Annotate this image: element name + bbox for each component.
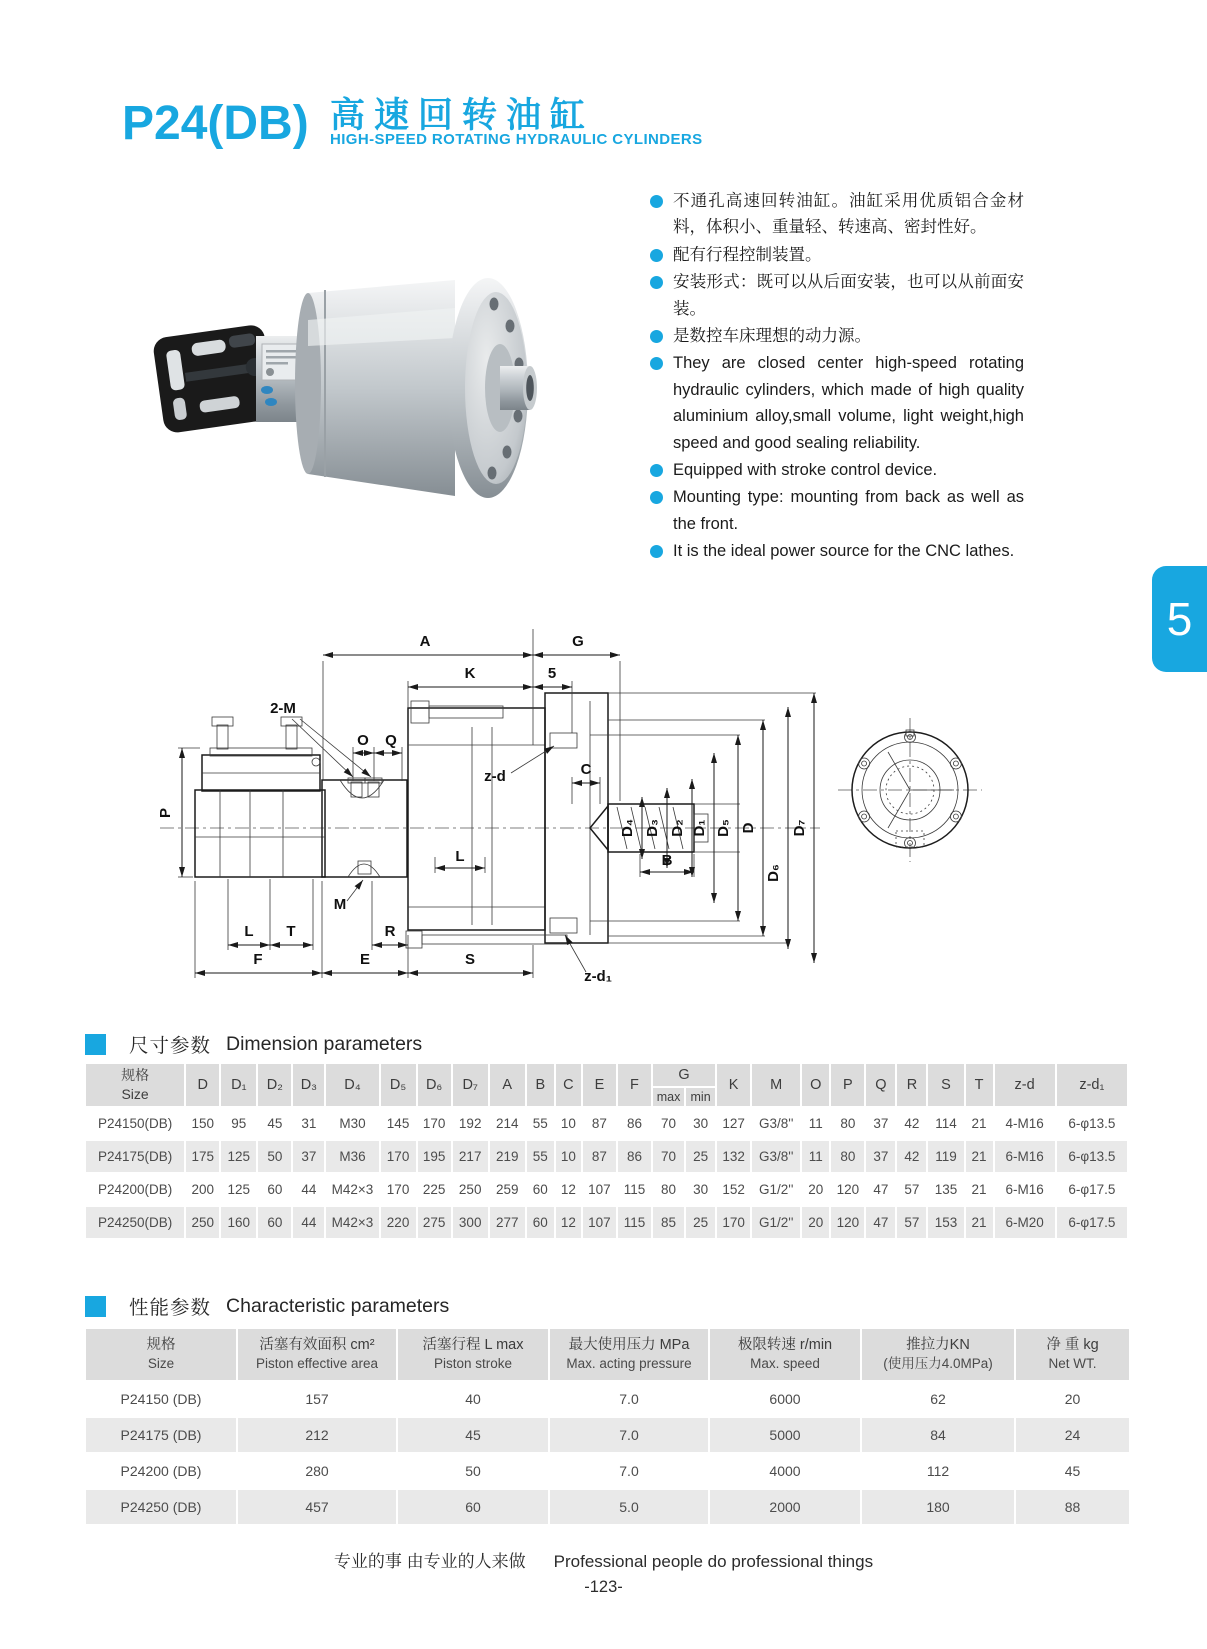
size-cell: P24200(DB) (86, 1174, 184, 1205)
col-m: M (752, 1064, 800, 1106)
dim-label-l2: L (455, 848, 465, 865)
value-cell: 214 (490, 1108, 525, 1139)
value-cell: 119 (928, 1141, 963, 1172)
footer-slogan (0, 1547, 1207, 1572)
col-size: 规格 Size (86, 1064, 184, 1106)
dim-label-e: E (359, 951, 371, 968)
bullet-icon (650, 330, 663, 343)
dim-label-d: D (740, 822, 757, 834)
value-cell: 5.0 (550, 1490, 708, 1524)
characteristic-section-heading (85, 1292, 449, 1320)
col-k: K (717, 1064, 750, 1106)
bullet-icon (650, 545, 663, 558)
section-title-en: Dimension parameters (226, 1032, 423, 1055)
value-cell: 10 (556, 1108, 581, 1139)
dimension-table-header (86, 1064, 1127, 1106)
value-cell: 212 (238, 1418, 396, 1452)
dim-label-zd: z-d (484, 768, 506, 785)
value-cell: 60 (527, 1174, 554, 1205)
dim-label-d5: D₅ (715, 819, 732, 837)
value-cell: 132 (717, 1141, 750, 1172)
value-cell: 12 (556, 1174, 581, 1205)
dim-label-p: P (157, 807, 174, 819)
feature-list (650, 188, 1024, 565)
col-zd: z-d (995, 1064, 1055, 1106)
value-cell: 87 (583, 1141, 616, 1172)
value-cell: M36 (326, 1141, 378, 1172)
dim-label-c: C (580, 761, 592, 778)
value-cell: 6-M16 (995, 1141, 1055, 1172)
table-row (86, 1454, 1129, 1488)
col-char-size: 规格 Size (86, 1329, 236, 1380)
value-cell: 7.0 (550, 1454, 708, 1488)
value-cell: 30 (686, 1174, 715, 1205)
col-a: A (490, 1064, 525, 1106)
value-cell: 115 (618, 1207, 651, 1238)
col-r: R (897, 1064, 926, 1106)
size-cell: P24250 (DB) (86, 1490, 236, 1524)
value-cell: 40 (398, 1382, 548, 1416)
table-row (86, 1141, 1127, 1172)
value-cell: 152 (717, 1174, 750, 1205)
value-cell: 21 (966, 1108, 993, 1139)
technical-drawing (120, 585, 1130, 985)
col-t: T (966, 1064, 993, 1106)
col-d2: D₂ (258, 1064, 291, 1106)
size-cell: P24175(DB) (86, 1141, 184, 1172)
feature-text: 安装形式：既可以从后面安装，也可以从前面安装。 (673, 273, 1024, 318)
value-cell: 300 (453, 1207, 488, 1238)
value-cell: 125 (221, 1141, 256, 1172)
value-cell: 4000 (710, 1454, 860, 1488)
value-cell: 24 (1016, 1418, 1129, 1452)
dim-label-d3: D₃ (644, 819, 661, 837)
value-cell: 21 (966, 1207, 993, 1238)
value-cell: 219 (490, 1141, 525, 1172)
table-row (86, 1108, 1127, 1139)
size-cell: P24150 (DB) (86, 1382, 236, 1416)
dimension-table-body (86, 1108, 1127, 1238)
value-cell: 220 (381, 1207, 416, 1238)
col-net-weight: 净 重 kg Net WT. (1016, 1329, 1129, 1380)
table-row (86, 1207, 1127, 1238)
value-cell: 20 (1016, 1382, 1129, 1416)
bullet-icon (650, 491, 663, 504)
value-cell: 4-M16 (995, 1108, 1055, 1139)
characteristic-table (84, 1327, 1131, 1526)
extension-lines (178, 629, 816, 978)
value-cell: G3/8'' (752, 1141, 800, 1172)
feature-text: 不通孔高速回转油缸。油缸采用优质铝合金材料，体积小、重量轻、转速高、密封性好。 (673, 192, 1024, 237)
value-cell: 10 (556, 1141, 581, 1172)
col-g-min: min (686, 1088, 715, 1106)
distributor-block (322, 778, 407, 877)
value-cell: 250 (453, 1174, 488, 1205)
value-cell: 217 (453, 1141, 488, 1172)
dim-label-q: Q (385, 732, 397, 749)
value-cell: 50 (258, 1141, 291, 1172)
value-cell: 259 (490, 1174, 525, 1205)
bullet-icon (650, 357, 663, 370)
dim-label-d4: D₄ (619, 819, 636, 837)
value-cell: G3/8'' (752, 1108, 800, 1139)
dim-label-d1: D₁ (691, 819, 708, 837)
value-cell: 6-φ17.5 (1057, 1174, 1127, 1205)
value-cell: G1/2'' (752, 1174, 800, 1205)
value-cell: 70 (653, 1141, 684, 1172)
product-photo (150, 268, 550, 508)
dim-label-a: A (419, 633, 431, 650)
value-cell: G1/2'' (752, 1207, 800, 1238)
value-cell: 30 (686, 1108, 715, 1139)
value-cell: 170 (381, 1141, 416, 1172)
page-number: -123- (584, 1578, 623, 1596)
value-cell: 62 (862, 1382, 1014, 1416)
value-cell: 37 (293, 1141, 324, 1172)
dim-label-d7: D₇ (791, 819, 808, 837)
value-cell: 44 (293, 1207, 324, 1238)
dim-label-t: T (286, 923, 296, 940)
col-d3: D₃ (293, 1064, 324, 1106)
col-c: C (556, 1064, 581, 1106)
value-cell: 160 (221, 1207, 256, 1238)
value-cell: 80 (653, 1174, 684, 1205)
page-title-en: HIGH-SPEED ROTATING HYDRAULIC CYLINDERS (330, 131, 703, 148)
value-cell: 192 (453, 1108, 488, 1139)
value-cell: 20 (802, 1207, 829, 1238)
value-cell: 31 (293, 1108, 324, 1139)
col-max-pressure: 最大使用压力 MPa Max. acting pressure (550, 1329, 708, 1380)
value-cell: 84 (862, 1418, 1014, 1452)
feature-item (650, 269, 1024, 322)
value-cell: 5000 (710, 1418, 860, 1452)
value-cell: 57 (897, 1207, 926, 1238)
value-cell: 127 (717, 1108, 750, 1139)
value-cell: 145 (381, 1108, 416, 1139)
value-cell: M30 (326, 1108, 378, 1139)
feature-text: They are closed center high-speed rotating hydraulic cylinders, which made of high quality aluminium alloy,small volume, light weight,high speed and good sealing reliability. (673, 354, 1024, 452)
characteristic-table-body (86, 1382, 1129, 1524)
value-cell: 21 (966, 1174, 993, 1205)
dim-label-b: B (661, 852, 673, 869)
value-cell: 25 (686, 1207, 715, 1238)
flange-end-view (838, 718, 982, 862)
footer-slogan-zh: 专业的事 由专业的人来做 (333, 1552, 526, 1571)
value-cell: 21 (966, 1141, 993, 1172)
cylinder-section (406, 693, 708, 948)
dim-label-zd1: z-d₁ (584, 968, 612, 985)
size-cell: P24150(DB) (86, 1108, 184, 1139)
value-cell: 45 (258, 1108, 291, 1139)
value-cell: 112 (862, 1454, 1014, 1488)
footer-slogan-en: Professional people do professional things (553, 1552, 874, 1571)
feature-text: Equipped with stroke control device. (673, 460, 938, 479)
dim-label-g: G (572, 633, 584, 650)
value-cell: 47 (866, 1174, 895, 1205)
feature-text: It is the ideal power source for the CNC lathes. (673, 542, 1015, 561)
value-cell: 88 (1016, 1490, 1129, 1524)
dim-label-s: S (464, 951, 476, 968)
value-cell: 86 (618, 1108, 651, 1139)
value-cell: 57 (897, 1174, 926, 1205)
value-cell: 250 (186, 1207, 219, 1238)
table-row (86, 1382, 1129, 1416)
value-cell: 280 (238, 1454, 396, 1488)
col-piston-stroke: 活塞行程 L max Piston stroke (398, 1329, 548, 1380)
col-max-speed: 极限转速 r/min Max. speed (710, 1329, 860, 1380)
value-cell: 55 (527, 1141, 554, 1172)
value-cell: 20 (802, 1174, 829, 1205)
bullet-icon (650, 249, 663, 262)
feature-item (650, 484, 1024, 537)
dim-label-5: 5 (547, 665, 557, 682)
value-cell: 157 (238, 1382, 396, 1416)
col-d6: D₆ (418, 1064, 451, 1106)
value-cell: 195 (418, 1141, 451, 1172)
section-marker-icon (85, 1296, 106, 1317)
dimension-section-heading (85, 1030, 422, 1058)
value-cell: 6-φ13.5 (1057, 1141, 1127, 1172)
value-cell: 42 (897, 1108, 926, 1139)
dim-label-o: O (357, 732, 369, 749)
value-cell: 12 (556, 1207, 581, 1238)
feature-text: 是数控车床理想的动力源。 (673, 326, 871, 345)
bullet-icon (650, 464, 663, 477)
col-p: P (831, 1064, 864, 1106)
col-e: E (583, 1064, 616, 1106)
value-cell: 6000 (710, 1382, 860, 1416)
feature-item (650, 350, 1024, 456)
value-cell: 225 (418, 1174, 451, 1205)
feature-item (650, 538, 1024, 564)
cylinder-body (295, 280, 455, 496)
value-cell: 114 (928, 1108, 963, 1139)
section-title-en: Characteristic parameters (226, 1294, 450, 1317)
value-cell: 70 (653, 1108, 684, 1139)
dim-label-2m: 2-M (270, 700, 296, 717)
value-cell: 170 (717, 1207, 750, 1238)
bullet-icon (650, 276, 663, 289)
value-cell: 47 (866, 1207, 895, 1238)
value-cell: 6-φ17.5 (1057, 1207, 1127, 1238)
dim-label-m: M (333, 896, 347, 913)
feature-item (650, 323, 1024, 349)
product-model: P24(DB) (122, 97, 309, 150)
feature-item (650, 457, 1024, 483)
value-cell: 150 (186, 1108, 219, 1139)
value-cell: 60 (258, 1174, 291, 1205)
value-cell: 107 (583, 1174, 616, 1205)
value-cell: 2000 (710, 1490, 860, 1524)
section-title-zh: 性能参数 (129, 1297, 212, 1319)
value-cell: 120 (831, 1174, 864, 1205)
value-cell: 37 (866, 1108, 895, 1139)
value-cell: 457 (238, 1490, 396, 1524)
value-cell: 11 (802, 1141, 829, 1172)
dim-label-l: L (244, 923, 254, 940)
col-zd1: z-d₁ (1057, 1064, 1127, 1106)
bullet-icon (650, 195, 663, 208)
value-cell: 120 (831, 1207, 864, 1238)
dim-label-k: K (464, 665, 476, 682)
size-cell: P24200 (DB) (86, 1454, 236, 1488)
feature-text: Mounting type: mounting from back as well as the front. (673, 488, 1024, 533)
value-cell: 80 (831, 1108, 864, 1139)
value-cell: 135 (928, 1174, 963, 1205)
dim-label-d2: D₂ (669, 819, 686, 837)
dim-label-d6: D₆ (765, 864, 782, 882)
value-cell: M42×3 (326, 1207, 378, 1238)
feature-item (650, 242, 1024, 268)
side-view (195, 717, 325, 877)
section-title-zh: 尺寸参数 (129, 1035, 212, 1057)
dimension-table (84, 1062, 1129, 1240)
table-row (86, 1418, 1129, 1452)
value-cell: 55 (527, 1108, 554, 1139)
page-title-zh: 高速回转油缸 (330, 96, 595, 135)
shaft-stub (500, 366, 537, 410)
value-cell: 200 (186, 1174, 219, 1205)
chapter-tab: 5 (1152, 566, 1207, 672)
value-cell: 6-M16 (995, 1174, 1055, 1205)
value-cell: 37 (866, 1141, 895, 1172)
value-cell: 60 (398, 1490, 548, 1524)
dim-label-f: F (253, 951, 263, 968)
feature-item (650, 188, 1024, 241)
col-f: F (618, 1064, 651, 1106)
section-marker-icon (85, 1034, 106, 1055)
value-cell: 170 (381, 1174, 416, 1205)
value-cell: 7.0 (550, 1418, 708, 1452)
value-cell: 42 (897, 1141, 926, 1172)
value-cell: 170 (418, 1108, 451, 1139)
size-cell: P24175 (DB) (86, 1418, 236, 1452)
col-o: O (802, 1064, 829, 1106)
value-cell: 11 (802, 1108, 829, 1139)
col-push-pull-force: 推拉力KN (使用压力4.0MPa) (862, 1329, 1014, 1380)
value-cell: 95 (221, 1108, 256, 1139)
col-piston-area: 活塞有效面积 cm² Piston effective area (238, 1329, 396, 1380)
col-d: D (186, 1064, 219, 1106)
value-cell: 275 (418, 1207, 451, 1238)
value-cell: M42×3 (326, 1174, 378, 1205)
col-s: S (928, 1064, 963, 1106)
value-cell: 6-φ13.5 (1057, 1108, 1127, 1139)
col-g-max: max (653, 1088, 684, 1106)
value-cell: 125 (221, 1174, 256, 1205)
value-cell: 175 (186, 1141, 219, 1172)
value-cell: 7.0 (550, 1382, 708, 1416)
value-cell: 45 (398, 1418, 548, 1452)
value-cell: 107 (583, 1207, 616, 1238)
value-cell: 277 (490, 1207, 525, 1238)
col-d1: D₁ (221, 1064, 256, 1106)
value-cell: 180 (862, 1490, 1014, 1524)
col-d4: D₄ (326, 1064, 378, 1106)
value-cell: 45 (1016, 1454, 1129, 1488)
value-cell: 87 (583, 1108, 616, 1139)
value-cell: 80 (831, 1141, 864, 1172)
feature-text: 配有行程控制装置。 (673, 245, 822, 264)
table-row (86, 1490, 1129, 1524)
col-g: G (653, 1064, 715, 1086)
col-d7: D₇ (453, 1064, 488, 1106)
col-q: Q (866, 1064, 895, 1106)
table-row (86, 1174, 1127, 1205)
value-cell: 60 (527, 1207, 554, 1238)
col-d5: D₅ (381, 1064, 416, 1106)
size-cell: P24250(DB) (86, 1207, 184, 1238)
value-cell: 44 (293, 1174, 324, 1205)
value-cell: 115 (618, 1174, 651, 1205)
value-cell: 153 (928, 1207, 963, 1238)
dim-label-r: R (384, 923, 396, 940)
value-cell: 25 (686, 1141, 715, 1172)
value-cell: 85 (653, 1207, 684, 1238)
value-cell: 86 (618, 1141, 651, 1172)
col-b: B (527, 1064, 554, 1106)
value-cell: 50 (398, 1454, 548, 1488)
value-cell: 60 (258, 1207, 291, 1238)
characteristic-table-header (86, 1329, 1129, 1380)
value-cell: 6-M20 (995, 1207, 1055, 1238)
